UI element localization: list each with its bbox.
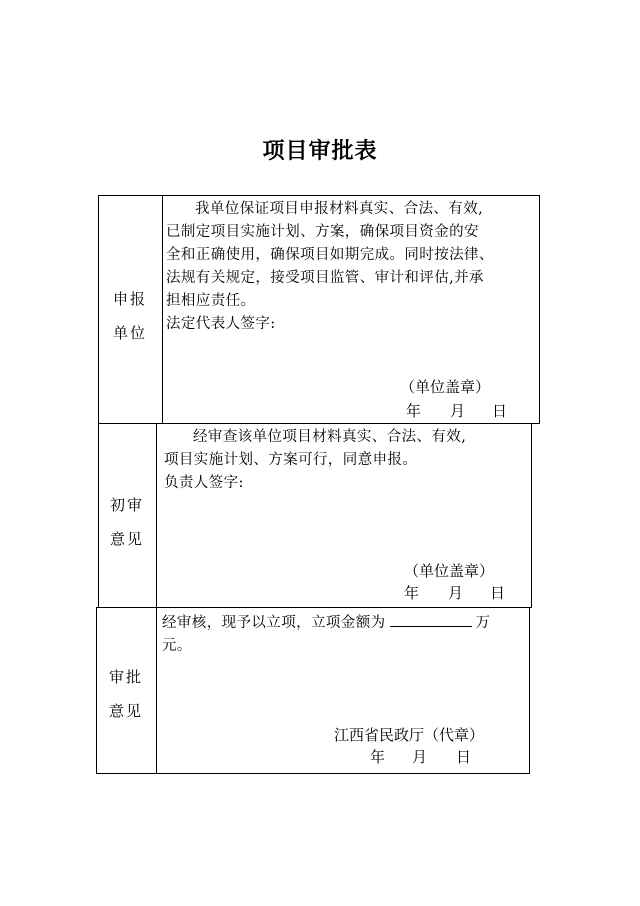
- applicant-divider: [162, 195, 163, 424]
- preliminary-seal: （单位盖章）: [404, 562, 495, 580]
- applicant-label-line1: 申报: [112, 290, 147, 308]
- preliminary-label-line1: 初审: [109, 496, 144, 514]
- preliminary-label-line2: 意见: [109, 530, 144, 548]
- statement-line: 已制定项目实施计划、方案，确保项目资金的安: [166, 224, 479, 240]
- responsible-signature-label: 负责人签字:: [164, 475, 244, 491]
- amount-blank-field[interactable]: [390, 612, 472, 627]
- statement-line: 全和正确使用，确保项目如期完成。同时按法律、: [166, 247, 494, 263]
- opinion-line: 经审查该单位项目材料真实、合法、有效,: [193, 429, 467, 445]
- applicant-date: [406, 400, 507, 421]
- approval-date: [370, 746, 471, 767]
- date-month: 月: [450, 402, 466, 420]
- applicant-statement: [166, 198, 538, 336]
- approval-amount-line: [162, 612, 528, 635]
- preliminary-opinion: [164, 426, 530, 495]
- date-month: 月: [448, 584, 464, 602]
- statement-line: 我单位保证项目申报材料真实、合法、有效,: [195, 201, 484, 217]
- approval-text: 经审核，现予以立项，立项金额为: [162, 615, 386, 631]
- opinion-line: 项目实施计划、方案可行，同意申报。: [164, 452, 418, 468]
- legal-rep-signature-label: 法定代表人签字:: [166, 316, 276, 332]
- statement-line: 法规有关规定，接受项目监管、审计和评估,并承: [166, 270, 484, 286]
- approval-seal: 江西省民政厅（代章）: [334, 726, 485, 744]
- date-year: 年: [370, 748, 386, 766]
- applicant-label-line2: 单位: [112, 324, 147, 342]
- preliminary-divider: [156, 423, 157, 608]
- form-title: 项目审批表: [262, 139, 378, 164]
- applicant-seal: （单位盖章）: [400, 378, 491, 396]
- date-year: 年: [406, 402, 422, 420]
- approval-label-line1: 审批: [108, 668, 143, 686]
- date-day: 日: [456, 748, 472, 766]
- date-day: 日: [492, 402, 508, 420]
- approval-opinion: [162, 612, 528, 658]
- approval-text-cont: 元。: [162, 638, 192, 654]
- approval-label: [96, 660, 156, 728]
- date-month: 月: [412, 748, 428, 766]
- date-day: 日: [490, 584, 506, 602]
- preliminary-date: [404, 582, 505, 603]
- amount-unit: 万: [475, 615, 491, 631]
- approval-divider: [156, 607, 157, 774]
- preliminary-label: [98, 488, 156, 556]
- statement-line: 担相应责任。: [166, 293, 256, 309]
- approval-label-line2: 意见: [108, 702, 143, 720]
- date-year: 年: [404, 584, 420, 602]
- applicant-label: [98, 282, 162, 350]
